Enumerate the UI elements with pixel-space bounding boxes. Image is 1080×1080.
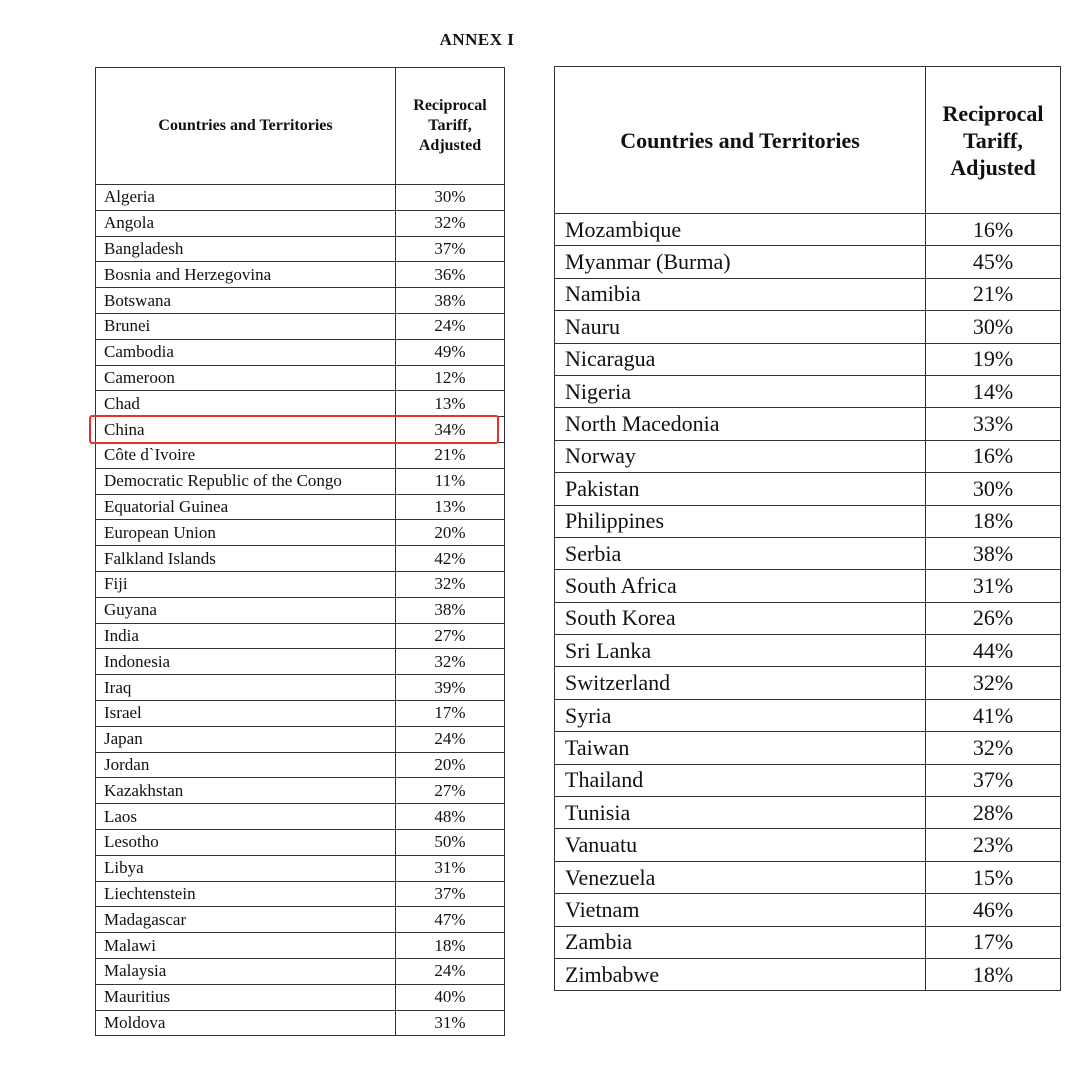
country-cell: Philippines (555, 505, 926, 537)
table-row (555, 278, 1061, 310)
tariff-cell: 31% (396, 855, 505, 881)
tariff-cell: 49% (396, 339, 505, 365)
table-row (555, 861, 1061, 893)
country-cell: Kazakhstan (96, 778, 396, 804)
country-cell: Vanuatu (555, 829, 926, 861)
country-cell: Mozambique (555, 214, 926, 246)
country-cell: Democratic Republic of the Congo (96, 468, 396, 494)
table-row (555, 926, 1061, 958)
table-row (555, 732, 1061, 764)
table-row (96, 855, 505, 881)
country-cell: China (96, 417, 396, 443)
table-row (555, 311, 1061, 343)
tariff-cell: 30% (926, 311, 1061, 343)
country-cell: India (96, 623, 396, 649)
table-row (555, 829, 1061, 861)
country-cell: Japan (96, 726, 396, 752)
table-row (96, 675, 505, 701)
table-row (96, 804, 505, 830)
tariff-table-left (95, 67, 505, 1036)
tariff-cell: 38% (396, 288, 505, 314)
tariff-cell: 42% (396, 546, 505, 572)
country-cell: Mauritius (96, 984, 396, 1010)
table-row (96, 546, 505, 572)
country-cell: Syria (555, 699, 926, 731)
country-cell: South Africa (555, 570, 926, 602)
table-row (555, 894, 1061, 926)
tariff-cell: 14% (926, 375, 1061, 407)
table-row (555, 408, 1061, 440)
table-row (96, 907, 505, 933)
tariff-cell: 44% (926, 635, 1061, 667)
table-row (555, 343, 1061, 375)
country-cell: Bangladesh (96, 236, 396, 262)
tariff-cell: 38% (926, 537, 1061, 569)
table-row (555, 635, 1061, 667)
table-row (555, 505, 1061, 537)
country-cell: Guyana (96, 597, 396, 623)
tariff-cell: 12% (396, 365, 505, 391)
country-cell: Botswana (96, 288, 396, 314)
country-cell: Myanmar (Burma) (555, 246, 926, 278)
tariff-cell: 13% (396, 494, 505, 520)
tariff-cell: 31% (926, 570, 1061, 602)
tariff-cell: 32% (396, 571, 505, 597)
tariff-cell: 24% (396, 958, 505, 984)
country-cell: Malawi (96, 933, 396, 959)
country-cell: Algeria (96, 185, 396, 211)
tariff-cell: 32% (926, 732, 1061, 764)
country-cell: Lesotho (96, 829, 396, 855)
country-cell: Laos (96, 804, 396, 830)
country-cell: Thailand (555, 764, 926, 796)
tariff-cell: 50% (396, 829, 505, 855)
table-row (555, 797, 1061, 829)
tariff-cell: 18% (926, 505, 1061, 537)
tariff-cell: 24% (396, 313, 505, 339)
table-body-left (96, 185, 505, 1036)
tariff-cell: 24% (396, 726, 505, 752)
country-cell: Tunisia (555, 797, 926, 829)
country-cell: Jordan (96, 752, 396, 778)
country-cell: Madagascar (96, 907, 396, 933)
tariff-cell: 32% (926, 667, 1061, 699)
tariff-cell: 41% (926, 699, 1061, 731)
country-cell: Indonesia (96, 649, 396, 675)
country-cell: Switzerland (555, 667, 926, 699)
country-cell: Taiwan (555, 732, 926, 764)
tariff-cell: 16% (926, 440, 1061, 472)
tariff-cell: 18% (396, 933, 505, 959)
table-row (96, 520, 505, 546)
table-row (96, 339, 505, 365)
country-cell: Chad (96, 391, 396, 417)
table-header-row (555, 67, 1061, 214)
tariff-cell: 30% (396, 185, 505, 211)
tariff-cell: 32% (396, 649, 505, 675)
tariff-cell: 40% (396, 984, 505, 1010)
tariff-cell: 38% (396, 597, 505, 623)
country-cell: Zambia (555, 926, 926, 958)
table-row (96, 288, 505, 314)
tariff-cell: 46% (926, 894, 1061, 926)
tariff-cell: 39% (396, 675, 505, 701)
table-row (96, 752, 505, 778)
table-row (96, 649, 505, 675)
tariff-cell: 26% (926, 602, 1061, 634)
table-row (96, 829, 505, 855)
table-row (96, 623, 505, 649)
table-row (96, 236, 505, 262)
table-row (96, 778, 505, 804)
country-cell: Sri Lanka (555, 635, 926, 667)
tariff-cell: 30% (926, 473, 1061, 505)
country-cell: North Macedonia (555, 408, 926, 440)
table-row (96, 984, 505, 1010)
country-cell: Liechtenstein (96, 881, 396, 907)
table-row (555, 602, 1061, 634)
table-row (96, 442, 505, 468)
table-row (96, 571, 505, 597)
header-tariff: Reciprocal Tariff, Adjusted (926, 67, 1061, 214)
table-row (96, 313, 505, 339)
table-row (555, 667, 1061, 699)
tariff-cell: 37% (926, 764, 1061, 796)
table-row (96, 1010, 505, 1036)
tariff-cell: 11% (396, 468, 505, 494)
country-cell: Equatorial Guinea (96, 494, 396, 520)
header-tariff: Reciprocal Tariff, Adjusted (396, 68, 505, 185)
country-cell: Moldova (96, 1010, 396, 1036)
table-row (96, 494, 505, 520)
country-cell: Bosnia and Herzegovina (96, 262, 396, 288)
table-row (555, 473, 1061, 505)
table-row (555, 214, 1061, 246)
table-row (555, 375, 1061, 407)
country-cell: Malaysia (96, 958, 396, 984)
table-row (96, 391, 505, 417)
tariff-cell: 27% (396, 778, 505, 804)
country-cell: Nicaragua (555, 343, 926, 375)
country-cell: Venezuela (555, 861, 926, 893)
tariff-cell: 37% (396, 881, 505, 907)
table-row (96, 262, 505, 288)
tariff-cell: 45% (926, 246, 1061, 278)
table-row (555, 764, 1061, 796)
country-cell: Vietnam (555, 894, 926, 926)
table-row (96, 700, 505, 726)
tariff-cell: 37% (396, 236, 505, 262)
table-row (96, 210, 505, 236)
table-row (555, 699, 1061, 731)
country-cell: European Union (96, 520, 396, 546)
country-cell: Côte d`Ivoire (96, 442, 396, 468)
country-cell: Angola (96, 210, 396, 236)
country-cell: Iraq (96, 675, 396, 701)
tariff-cell: 34% (396, 417, 505, 443)
table-body-right (555, 214, 1061, 991)
tariff-cell: 48% (396, 804, 505, 830)
country-cell: Zimbabwe (555, 958, 926, 990)
tariff-table-right (554, 66, 1061, 991)
table-row (96, 881, 505, 907)
tariff-cell: 28% (926, 797, 1061, 829)
tariff-cell: 21% (396, 442, 505, 468)
tariff-cell: 27% (396, 623, 505, 649)
table-row (555, 537, 1061, 569)
country-cell: Libya (96, 855, 396, 881)
country-cell: Norway (555, 440, 926, 472)
tariff-cell: 17% (926, 926, 1061, 958)
table-row (96, 185, 505, 211)
tariff-cell: 32% (396, 210, 505, 236)
tariff-cell: 36% (396, 262, 505, 288)
country-cell: Israel (96, 700, 396, 726)
table-row (96, 365, 505, 391)
tariff-cell: 31% (396, 1010, 505, 1036)
tariff-cell: 47% (396, 907, 505, 933)
country-cell: Pakistan (555, 473, 926, 505)
table-row (96, 933, 505, 959)
tariff-cell: 19% (926, 343, 1061, 375)
country-cell: Cambodia (96, 339, 396, 365)
country-cell: South Korea (555, 602, 926, 634)
country-cell: Nauru (555, 311, 926, 343)
header-countries: Countries and Territories (555, 67, 926, 214)
country-cell: Fiji (96, 571, 396, 597)
header-countries: Countries and Territories (96, 68, 396, 185)
tariff-cell: 15% (926, 861, 1061, 893)
table-row (555, 958, 1061, 990)
table-row (555, 440, 1061, 472)
country-cell: Namibia (555, 278, 926, 310)
country-cell: Falkland Islands (96, 546, 396, 572)
tariff-cell: 21% (926, 278, 1061, 310)
country-cell: Brunei (96, 313, 396, 339)
country-cell: Cameroon (96, 365, 396, 391)
table-row (96, 726, 505, 752)
table-row (96, 468, 505, 494)
table-row (96, 417, 505, 443)
tariff-cell: 16% (926, 214, 1061, 246)
tariff-cell: 23% (926, 829, 1061, 861)
tariff-cell: 33% (926, 408, 1061, 440)
tariff-cell: 20% (396, 520, 505, 546)
table-row (555, 570, 1061, 602)
country-cell: Serbia (555, 537, 926, 569)
table-row (96, 958, 505, 984)
table-header-row (96, 68, 505, 185)
page-title: ANNEX I (439, 30, 515, 49)
table-row (96, 597, 505, 623)
country-cell: Nigeria (555, 375, 926, 407)
table-row (555, 246, 1061, 278)
tariff-cell: 20% (396, 752, 505, 778)
tariff-cell: 18% (926, 958, 1061, 990)
tariff-cell: 17% (396, 700, 505, 726)
tariff-cell: 13% (396, 391, 505, 417)
